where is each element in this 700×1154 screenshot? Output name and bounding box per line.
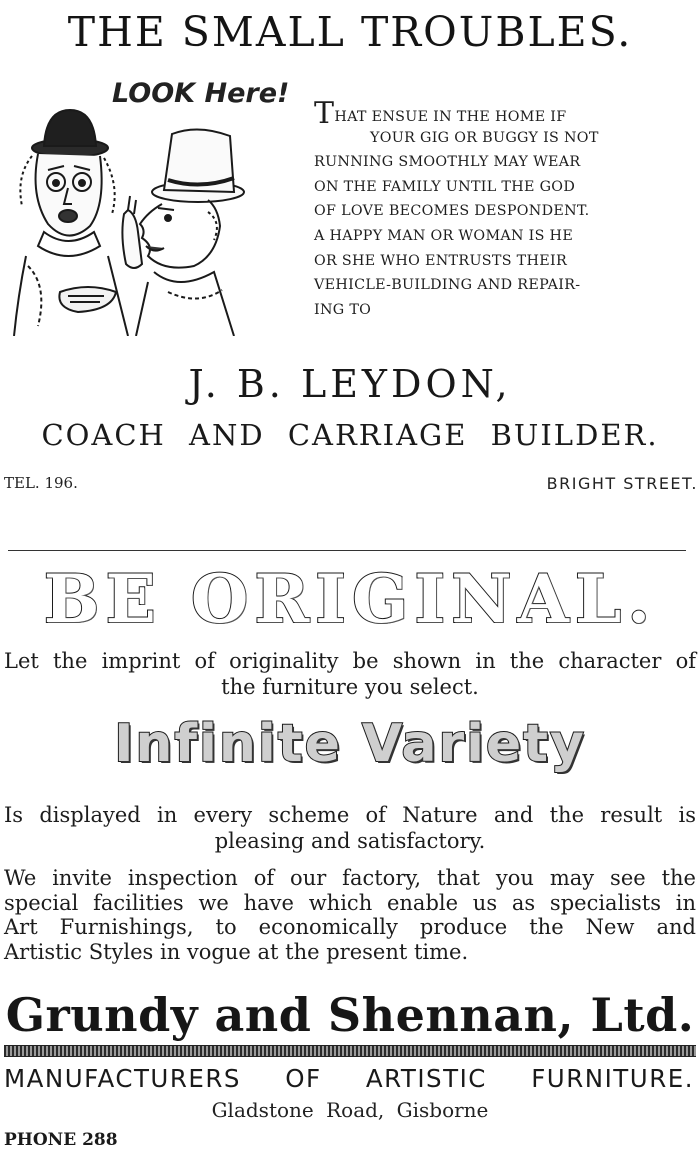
intro-line: VEHICLE-BUILDING AND REPAIR- — [314, 277, 581, 294]
ad-headline-be-original: BE ORIGINAL. — [43, 560, 657, 638]
telephone-number: TEL. 196. — [4, 474, 78, 492]
paragraph-line: We invite inspection of our factory, that you may see the — [4, 866, 696, 890]
intro-line: YOUR GIG OR BUGGY IS NOT — [370, 129, 599, 146]
intro-line: RUNNING SMOOTHLY MAY WEAR — [314, 154, 581, 171]
paragraph-originality — [4, 648, 696, 700]
intro-line: OF LOVE BECOMES DESPONDENT. — [314, 203, 590, 220]
intro-line: ON THE FAMILY UNTIL THE GOD — [314, 178, 576, 195]
intro-line: HAT ENSUE IN THE HOME IF — [334, 109, 567, 125]
intro-line: A HAPPY MAN OR WOMAN IS HE — [314, 227, 574, 244]
firm-phone: PHONE 288 — [4, 1130, 118, 1150]
street-address: BRIGHT STREET. — [546, 474, 698, 493]
firm-address: Gladstone Road, Gisborne — [211, 1098, 489, 1122]
paragraph-invitation — [4, 866, 696, 964]
ad-intro-text — [314, 96, 700, 322]
paragraph-line: pleasing and satisfactory. — [214, 829, 486, 853]
intro-line: ING TO — [314, 301, 372, 318]
paragraph-line: Art Furnishings, to economically produce the New and — [4, 915, 696, 939]
trade-description: COACH AND CARRIAGE BUILDER. — [41, 418, 659, 452]
intro-line: OR SHE WHO ENTRUSTS THEIR — [314, 252, 568, 269]
decorative-bar — [4, 1045, 696, 1057]
paragraph-nature — [4, 802, 696, 854]
proprietor-name: J. B. LEYDON, — [188, 362, 512, 406]
paragraph-line: the furniture you select. — [221, 675, 479, 699]
subheadline-infinite-variety: Infinite Variety — [114, 714, 586, 774]
cartoon-illustration — [8, 96, 268, 336]
cartoon-caption: LOOK Here! — [112, 78, 290, 109]
paragraph-line: special facilities we have which enable us as specialists in — [4, 890, 696, 915]
paragraph-line: Let the imprint of originality be shown in the character of — [4, 649, 696, 673]
drop-cap: T — [314, 96, 335, 131]
divider-rule — [8, 550, 686, 551]
firm-name: Grundy and Shennan, Ltd. — [5, 988, 695, 1042]
firm-description: MANUFACTURERS OF ARTISTIC FURNITURE. — [4, 1064, 694, 1093]
paragraph-line: Is displayed in every scheme of Nature and the result is — [4, 803, 696, 827]
ad-headline-small-troubles: THE SMALL TROUBLES. — [67, 8, 633, 56]
paragraph-line: Artistic Styles in vogue at the present time. — [4, 939, 469, 964]
